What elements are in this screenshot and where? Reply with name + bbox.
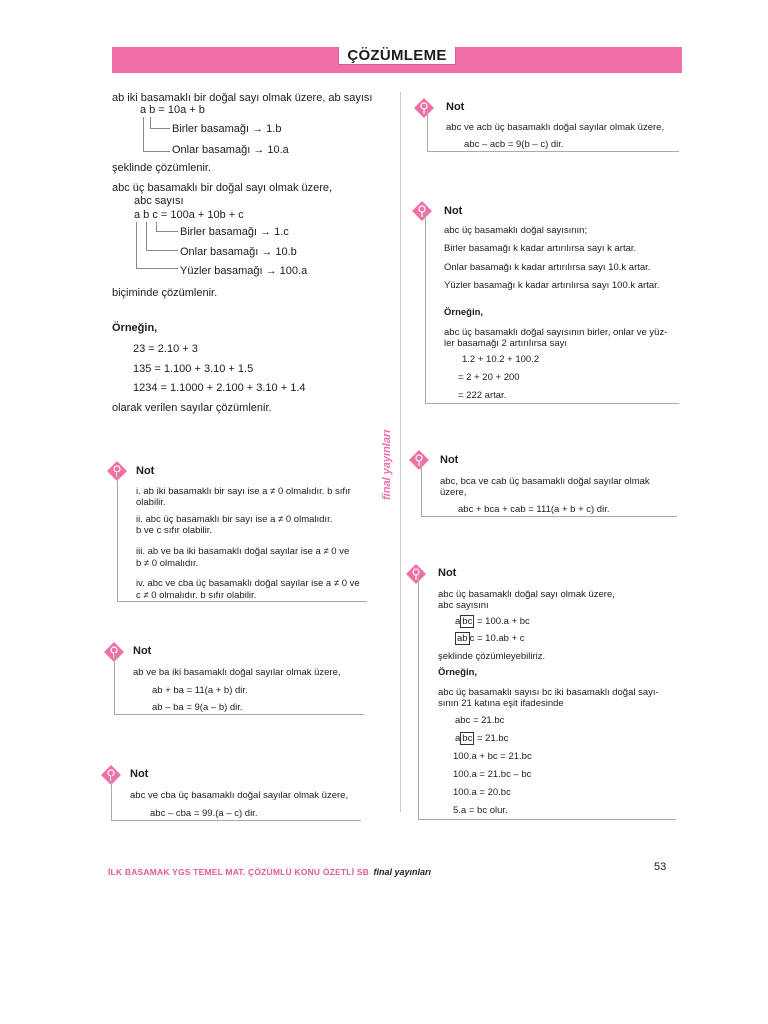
eq-abc: a b c = 100a + 10b + c xyxy=(134,209,244,221)
note-1-i2: ii. abc üç basamaklı bir sayı ise a ≠ 0 olmalıdır. xyxy=(136,514,333,525)
pushpin-icon xyxy=(413,97,435,119)
example-2: 135 = 1.100 + 3.10 + 1.5 xyxy=(133,363,254,375)
r-note-2-l1: abc üç basamaklı doğal sayısının; xyxy=(444,225,588,236)
r-note-4-ornegin: Örneğin, xyxy=(438,667,478,678)
r-note-4-eq1-pre: a xyxy=(455,616,461,627)
r-note-2-border-left xyxy=(425,212,426,404)
note-1-title: Not xyxy=(136,465,155,477)
r-note-2-l2: Birler basamağı k kadar artırılırsa sayı k artar. xyxy=(444,243,637,254)
intro-abc-2: abc sayısı xyxy=(134,195,184,207)
note-2-border-left xyxy=(114,652,115,715)
r-note-1-border-bottom xyxy=(427,151,679,152)
note-3-title: Not xyxy=(130,768,149,780)
r-note-2-ornegin: Örneğin, xyxy=(444,307,484,318)
r-note-2-title: Not xyxy=(444,205,463,217)
r-note-4-border-left xyxy=(418,574,419,820)
intro-end-2: biçiminde çözümlenir. xyxy=(112,287,218,299)
note-1-i4b: c ≠ 0 olmalıdır. b sıfır olabilir. xyxy=(136,590,257,601)
r-note-4-s1: abc = 21.bc xyxy=(455,715,505,726)
footer-book-title: İLK BASAMAK YGS TEMEL MAT. ÇÖZÜMLÜ KONU ÖZETLİ SB xyxy=(108,867,370,877)
note-1-border-bottom xyxy=(117,601,367,602)
r-note-2-l4: Yüzler basamağı k kadar artırılırsa sayı 100.k artar. xyxy=(444,280,660,291)
r-note-4-eq1-box: bc xyxy=(462,616,473,627)
r-note-3-border-bottom xyxy=(421,516,677,517)
r-note-4-l3: şeklinde çözümleyebiliriz. xyxy=(438,651,546,662)
intro-ab: ab iki basamaklı bir doğal sayı olmak üzere, ab sayısı xyxy=(112,92,373,104)
example-1: 23 = 2.10 + 3 xyxy=(133,343,198,355)
r-note-2-border-bottom xyxy=(425,403,679,404)
r-note-4-eq2 xyxy=(455,633,525,645)
ornegin-left: Örneğin, xyxy=(112,322,158,334)
bracket-abc-a-h xyxy=(136,268,178,269)
note-1-i3: iii. ab ve ba iki basamaklı doğal sayılar ise a ≠ 0 ve xyxy=(136,546,350,557)
r-note-4-s3: 100.a + bc = 21.bc xyxy=(453,751,532,762)
page-title xyxy=(112,46,682,66)
r-note-4-eq1 xyxy=(455,616,530,628)
footer xyxy=(108,862,431,880)
r-note-4-s2-pre: a xyxy=(455,733,461,744)
r-note-4-s2-box: bc xyxy=(462,733,473,744)
r-note-3-text: abc, bca ve cab üç basamaklı doğal sayılar olmak xyxy=(440,476,650,487)
bracket-abc-b-h xyxy=(146,250,178,251)
r-note-1-text: abc ve acb üç basamaklı doğal sayılar olmak üzere, xyxy=(446,122,665,133)
bracket-abc-a xyxy=(136,222,137,269)
r-note-4-s5: 100.a = 20.bc xyxy=(453,787,511,798)
r-note-4-s2-post: = 21.bc xyxy=(474,733,509,744)
intro-abc: abc üç basamaklı bir doğal sayı olmak üzere, xyxy=(112,182,333,194)
onlar-ab: Onlar basamağı → 10.a xyxy=(172,144,289,156)
r-note-2-c2: = 2 + 20 + 200 xyxy=(458,372,520,383)
side-brand: final yayınları xyxy=(381,429,393,500)
r-note-4-s2 xyxy=(455,733,508,745)
eq-ab: a b = 10a + b xyxy=(140,104,205,116)
note-1-i4: iv. abc ve cba üç basamaklı doğal sayılar ise a ≠ 0 ve xyxy=(136,578,360,589)
note-1-i1b: olabilir. xyxy=(136,497,166,508)
note-1-i3b: b ≠ 0 olmalıdır. xyxy=(136,558,199,569)
note-2-eq2: ab – ba = 9(a – b) dir. xyxy=(152,702,243,713)
birler-abc: Birler basamağı → 1.c xyxy=(180,226,289,238)
r-note-1-eq: abc – acb = 9(b – c) dir. xyxy=(464,139,564,150)
r-note-2-ex1: abc üç basamaklı doğal sayısının birler, onlar ve yüz- xyxy=(444,327,668,338)
note-2-text: ab ve ba iki basamaklı doğal sayılar olmak üzere, xyxy=(133,667,341,678)
r-note-2-l3: Onlar basamağı k kadar artırılırsa sayı 10.k artar. xyxy=(444,262,651,273)
intro-end-1: şeklinde çözümlenir. xyxy=(112,162,212,174)
note-2-border-bottom xyxy=(114,714,364,715)
r-note-4-l1: abc üç basamaklı doğal sayı olmak üzere, xyxy=(438,589,615,600)
r-note-2-c3: = 222 artar. xyxy=(458,390,507,401)
r-note-2-ex1b: ler basamağı 2 artırılırsa sayı xyxy=(444,338,568,349)
pushpin-icon xyxy=(411,200,433,222)
onlar-abc: Onlar basamağı → 10.b xyxy=(180,246,297,258)
page-title-text: ÇÖZÜMLEME xyxy=(338,47,455,65)
bracket-ab-a xyxy=(143,117,144,152)
page-number: 53 xyxy=(654,861,667,873)
r-note-4-eq2-post: c = 10.ab + c xyxy=(469,633,525,644)
r-note-4-s6: 5.a = bc olur. xyxy=(453,805,508,816)
yuzler-abc: Yüzler basamağı → 100.a xyxy=(180,265,308,277)
r-note-1-title: Not xyxy=(446,101,465,113)
pushpin-icon xyxy=(405,563,427,585)
r-note-3-text2: üzere, xyxy=(440,487,467,498)
note-2-eq1: ab + ba = 11(a + b) dir. xyxy=(152,685,248,696)
column-divider xyxy=(400,92,401,812)
example-3: 1234 = 1.1000 + 2.100 + 3.10 + 1.4 xyxy=(133,382,306,394)
r-note-4-eq1-post: = 100.a + bc xyxy=(474,616,530,627)
r-note-4-ex1: abc üç basamaklı sayısı bc iki basamaklı doğal sayı- xyxy=(438,687,659,698)
note-3-border-bottom xyxy=(111,820,361,821)
r-note-4-s4: 100.a = 21.bc – bc xyxy=(453,769,532,780)
footer-brand: final yayınları xyxy=(373,867,432,877)
r-note-4-ex1b: sının 21 katına eşit ifadesinde xyxy=(438,698,564,709)
example-end: olarak verilen sayılar çözümlenir. xyxy=(112,402,272,414)
note-3-eq: abc – cba = 99.(a – c) dir. xyxy=(150,808,258,819)
bracket-abc-b xyxy=(146,222,147,251)
note-1-i2b: b ve c sıfır olabilir. xyxy=(136,525,213,536)
r-note-4-title: Not xyxy=(438,567,457,579)
note-3-text: abc ve cba üç basamaklı doğal sayılar olmak üzere, xyxy=(130,790,349,801)
bracket-ab-a-h xyxy=(143,151,170,152)
note-1-i1: i. ab iki basamaklı bir sayı ise a ≠ 0 olmalıdır. b sıfır xyxy=(136,486,351,497)
bracket-ab-b-h xyxy=(150,128,170,129)
pushpin-icon xyxy=(408,449,430,471)
r-note-4-eq2-box: ab xyxy=(457,633,468,644)
note-3-border-left xyxy=(111,775,112,821)
bracket-abc-c-h xyxy=(156,231,178,232)
r-note-3-eq: abc + bca + cab = 111(a + b + c) dir. xyxy=(458,504,610,515)
r-note-4-border-bottom xyxy=(418,819,676,820)
birler-ab: Birler basamağı → 1.b xyxy=(172,123,282,135)
r-note-3-border-left xyxy=(421,461,422,517)
note-2-title: Not xyxy=(133,645,152,657)
note-1-border-left xyxy=(117,472,118,602)
r-note-1-border-left xyxy=(427,108,428,152)
r-note-4-l2: abc sayısını xyxy=(438,600,489,611)
r-note-2-c1: 1.2 + 10.2 + 100.2 xyxy=(462,354,540,365)
r-note-3-title: Not xyxy=(440,454,459,466)
